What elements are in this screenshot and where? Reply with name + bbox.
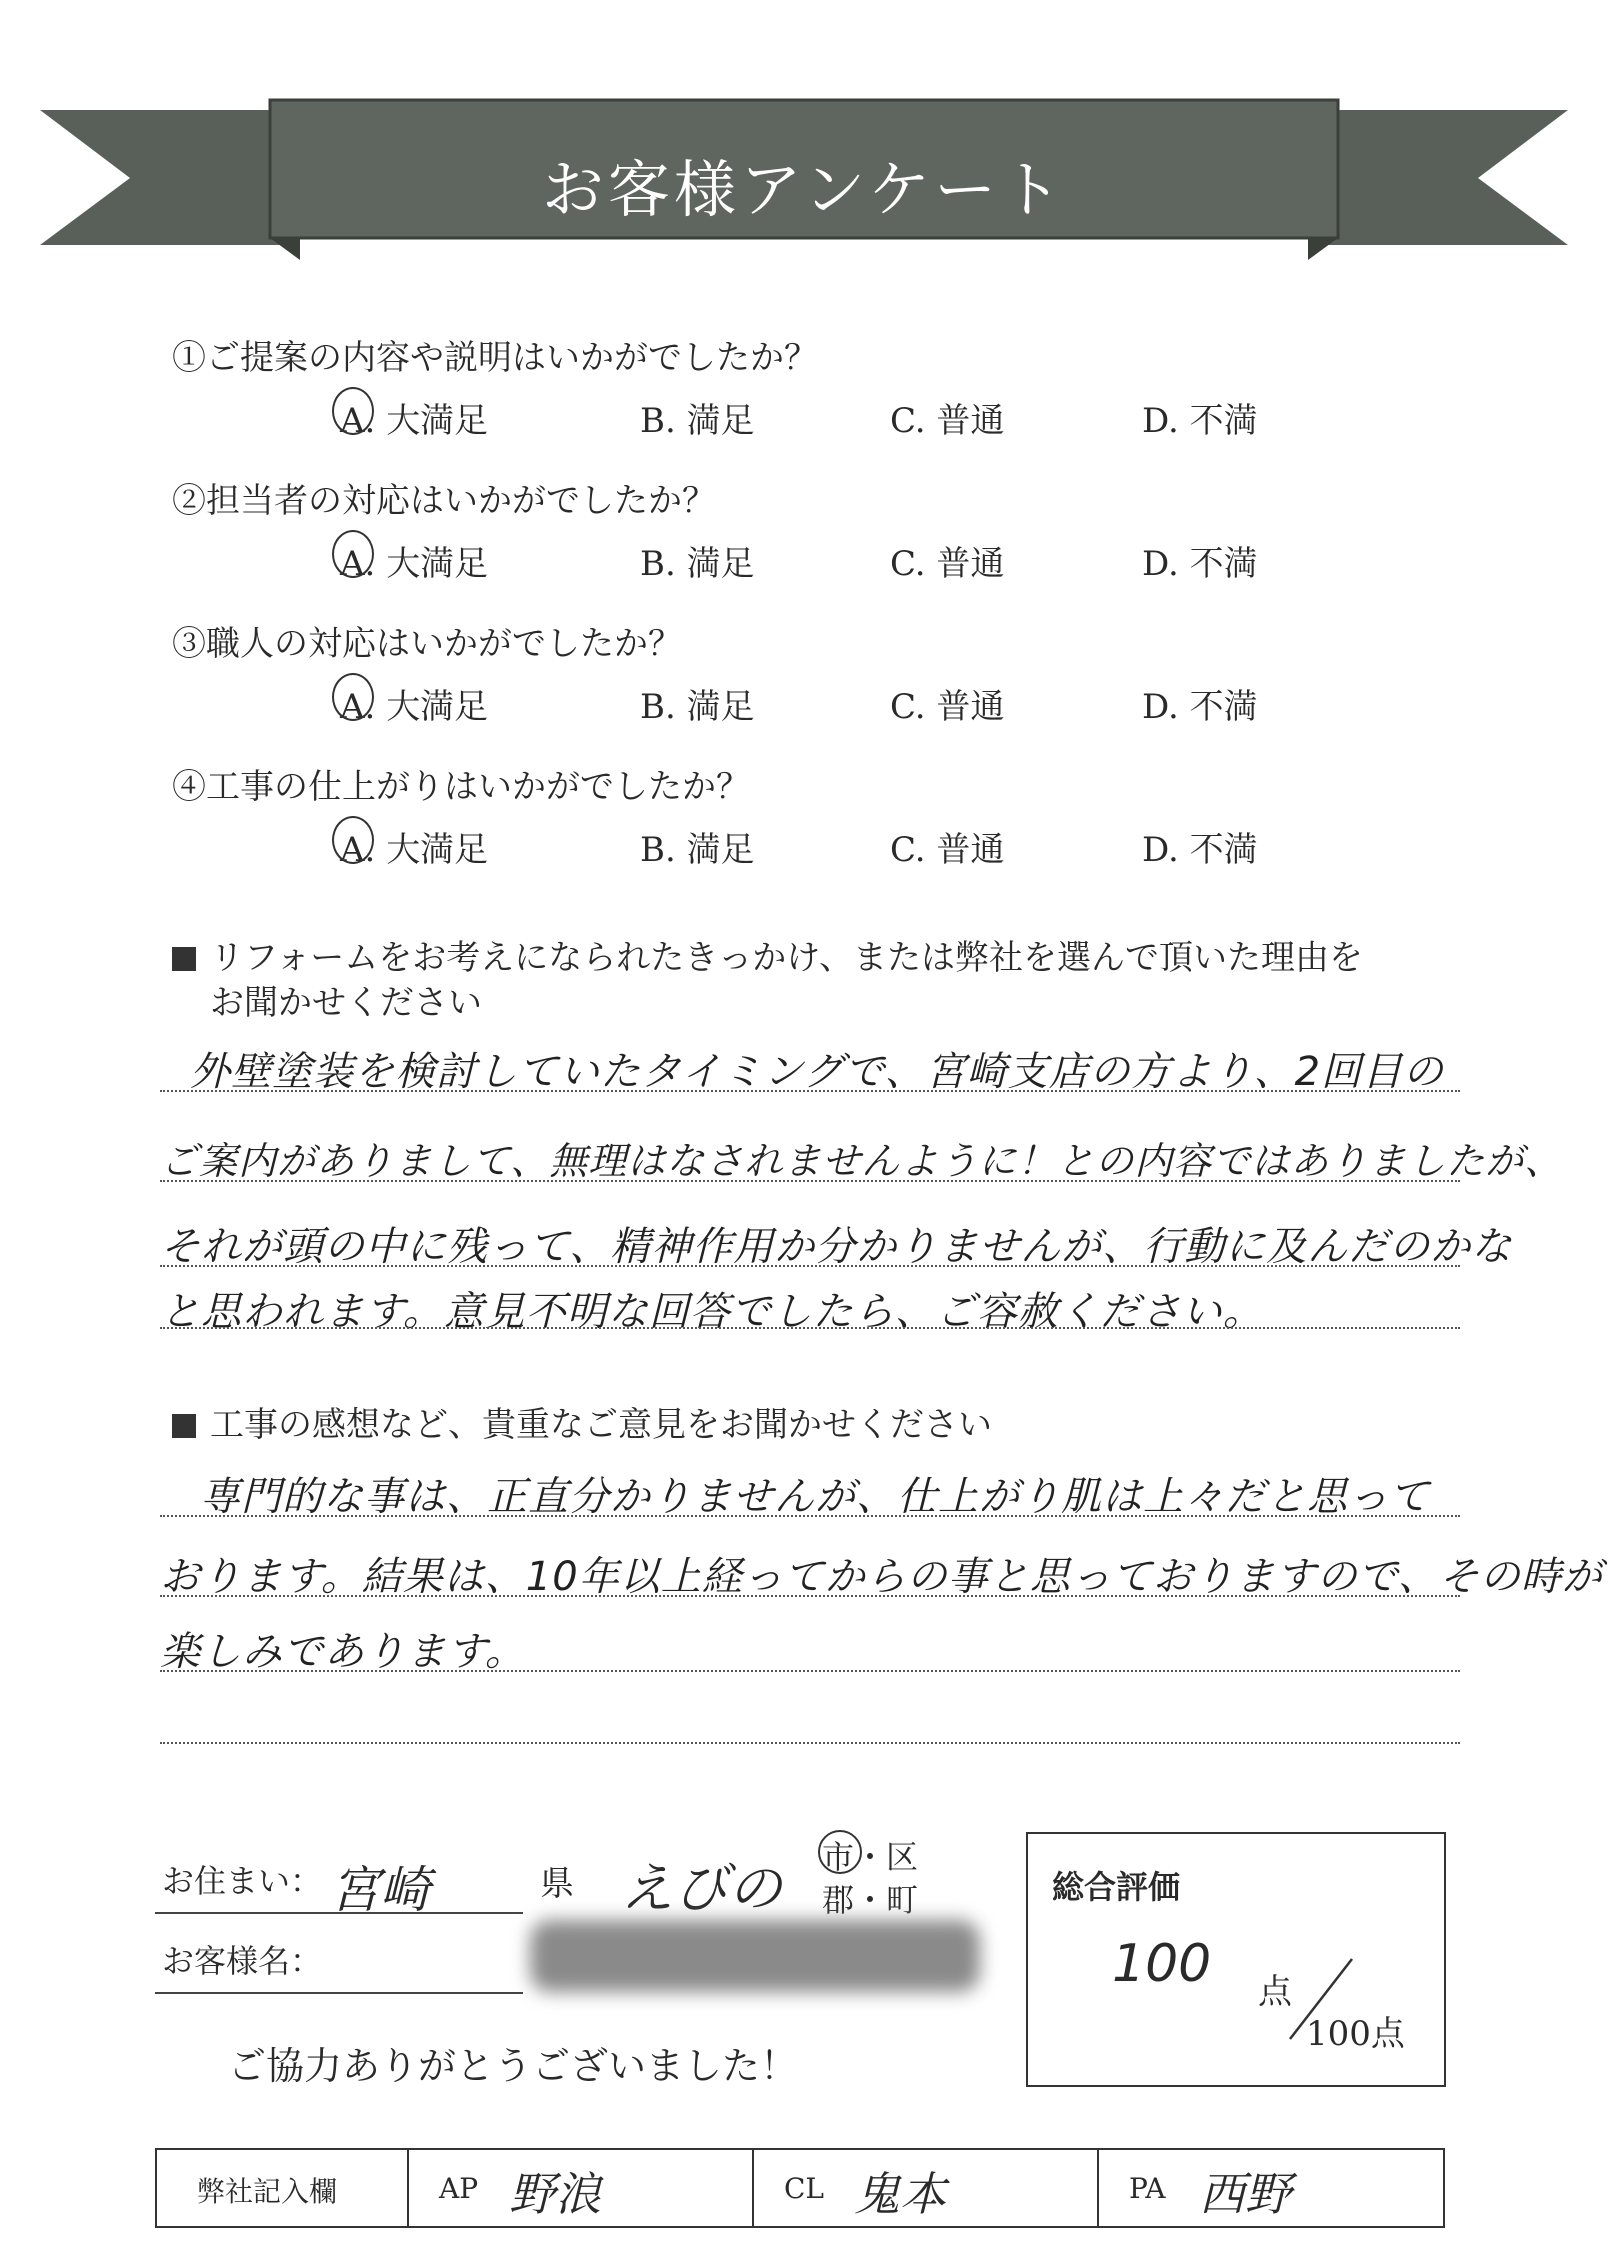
rating-ten: 点 (1258, 1972, 1292, 2012)
thanks-message: ご協力ありがとうございました！ (228, 2044, 799, 2088)
section1-prompt-line2: お聞かせください (210, 983, 482, 1023)
option-d: D. 不満 (1142, 401, 1258, 441)
pa-name: 西野 (1199, 2167, 1291, 2221)
address-label: お住まい： (162, 1862, 323, 1900)
option-d: D. 不満 (1142, 830, 1258, 870)
address-city: えびの (620, 1857, 782, 1920)
office-cell-pa (1097, 2150, 1444, 2226)
answer-rule (160, 1180, 1460, 1182)
office-cell-label (157, 2150, 407, 2226)
cl-name: 鬼本 (854, 2167, 946, 2221)
address-rule (155, 1912, 523, 1914)
ap-name: 野浪 (509, 2167, 601, 2221)
option-b: B. 満足 (640, 544, 755, 584)
office-table (155, 2148, 1445, 2228)
address-shi: 市・区 (822, 1832, 918, 1878)
rating-score: 100 (1112, 1934, 1212, 1994)
option-a-label: 大満足 (386, 830, 489, 870)
question-2: ②担当者の対応はいかがでしたか？ (172, 481, 716, 521)
office-cell-cl (752, 2150, 1099, 2226)
option-c: C. 普通 (890, 687, 1005, 727)
option-a-label: 大満足 (386, 401, 489, 441)
answer-rule (160, 1742, 1460, 1744)
options-row-3 (0, 679, 1608, 729)
section1-prompt: リフォームをお考えになられたきっかけ、または弊社を選んで頂いた理由を (172, 930, 1363, 979)
option-b: B. 満足 (640, 687, 755, 727)
option-d: D. 不満 (1142, 544, 1258, 584)
question-4: ④工事の仕上がりはいかがでしたか？ (172, 767, 750, 807)
option-a-selected (340, 536, 488, 585)
section1-answer-line: と思われます。意見不明な回答でしたら、ご容赦ください。 (160, 1289, 1264, 1335)
section1-answer-line: 外壁塗装を検討していたタイミングで、宮崎支店の方より、2回目の (190, 1049, 1445, 1095)
selected-circle (332, 387, 374, 435)
options-row-4 (0, 822, 1608, 872)
option-a-letter: A. (340, 830, 376, 870)
office-cell-ap (407, 2150, 754, 2226)
option-a-selected (340, 679, 488, 728)
option-a-letter: A. (340, 544, 376, 584)
pa-label: PA (1129, 2172, 1166, 2205)
section1-answer-line: ご案内がありまして、無理はなされませんように！との内容ではありましたが、 (160, 1139, 1564, 1183)
question-1: ①ご提案の内容や説明はいかがでしたか？ (172, 338, 818, 378)
office-label: 弊社記入欄 (197, 2175, 338, 2208)
options-row-2 (0, 536, 1608, 586)
rating-box (1026, 1832, 1446, 2087)
option-a-label: 大満足 (386, 544, 489, 584)
ap-label: AP (439, 2172, 479, 2205)
rating-label: 総合評価 (1052, 1868, 1181, 1906)
option-d: D. 不満 (1142, 687, 1258, 727)
address-prefecture: 宮崎 (330, 1861, 430, 1919)
shi-circle (818, 1830, 862, 1874)
option-a-letter: A. (340, 401, 376, 441)
section2-answer-line: 専門的な事は、正直分かりませんが、仕上がり肌は上々だと思って (200, 1474, 1430, 1520)
option-a-selected (340, 822, 488, 871)
square-bullet-icon (172, 1414, 196, 1438)
option-b: B. 満足 (640, 401, 755, 441)
section1-answer-line: それが頭の中に残って、精神作用か分かりませんが、行動に及んだのかな (160, 1224, 1513, 1270)
option-a-label: 大満足 (386, 687, 489, 727)
answer-rule (160, 1670, 1460, 1672)
section2-answer-line: 楽しみであります。 (160, 1629, 526, 1675)
option-b: B. 満足 (640, 830, 755, 870)
option-c: C. 普通 (890, 830, 1005, 870)
option-c: C. 普通 (890, 401, 1005, 441)
answer-rule (160, 1327, 1460, 1329)
customer-rule (155, 1992, 523, 1994)
section2-answer-line: おります。結果は、10年以上経ってからの事と思っておりますので、その時が (160, 1554, 1603, 1600)
selected-circle (332, 816, 374, 864)
option-a-letter: A. (340, 687, 376, 727)
customer-label: お客様名： (162, 1942, 323, 1980)
rating-max: 100点 (1306, 2014, 1405, 2054)
question-3: ③職人の対応はいかがでしたか？ (172, 624, 682, 664)
answer-rule (160, 1265, 1460, 1267)
selected-circle (332, 673, 374, 721)
customer-name-redacted (530, 1920, 980, 1992)
options-row-1 (0, 393, 1608, 443)
section2-prompt: 工事の感想など、貴重なご意見をお聞かせください (172, 1397, 992, 1446)
answer-rule (160, 1595, 1460, 1597)
address-ken: 県 (540, 1864, 574, 1904)
answer-rule (160, 1090, 1460, 1092)
option-a-selected (340, 393, 488, 442)
option-c: C. 普通 (890, 544, 1005, 584)
address-gun: 郡・町 (822, 1881, 919, 1919)
cl-label: CL (784, 2172, 825, 2205)
square-bullet-icon (172, 947, 196, 971)
answer-rule (160, 1515, 1460, 1517)
page-title: お客様アンケート (541, 153, 1067, 226)
selected-circle (332, 530, 374, 578)
